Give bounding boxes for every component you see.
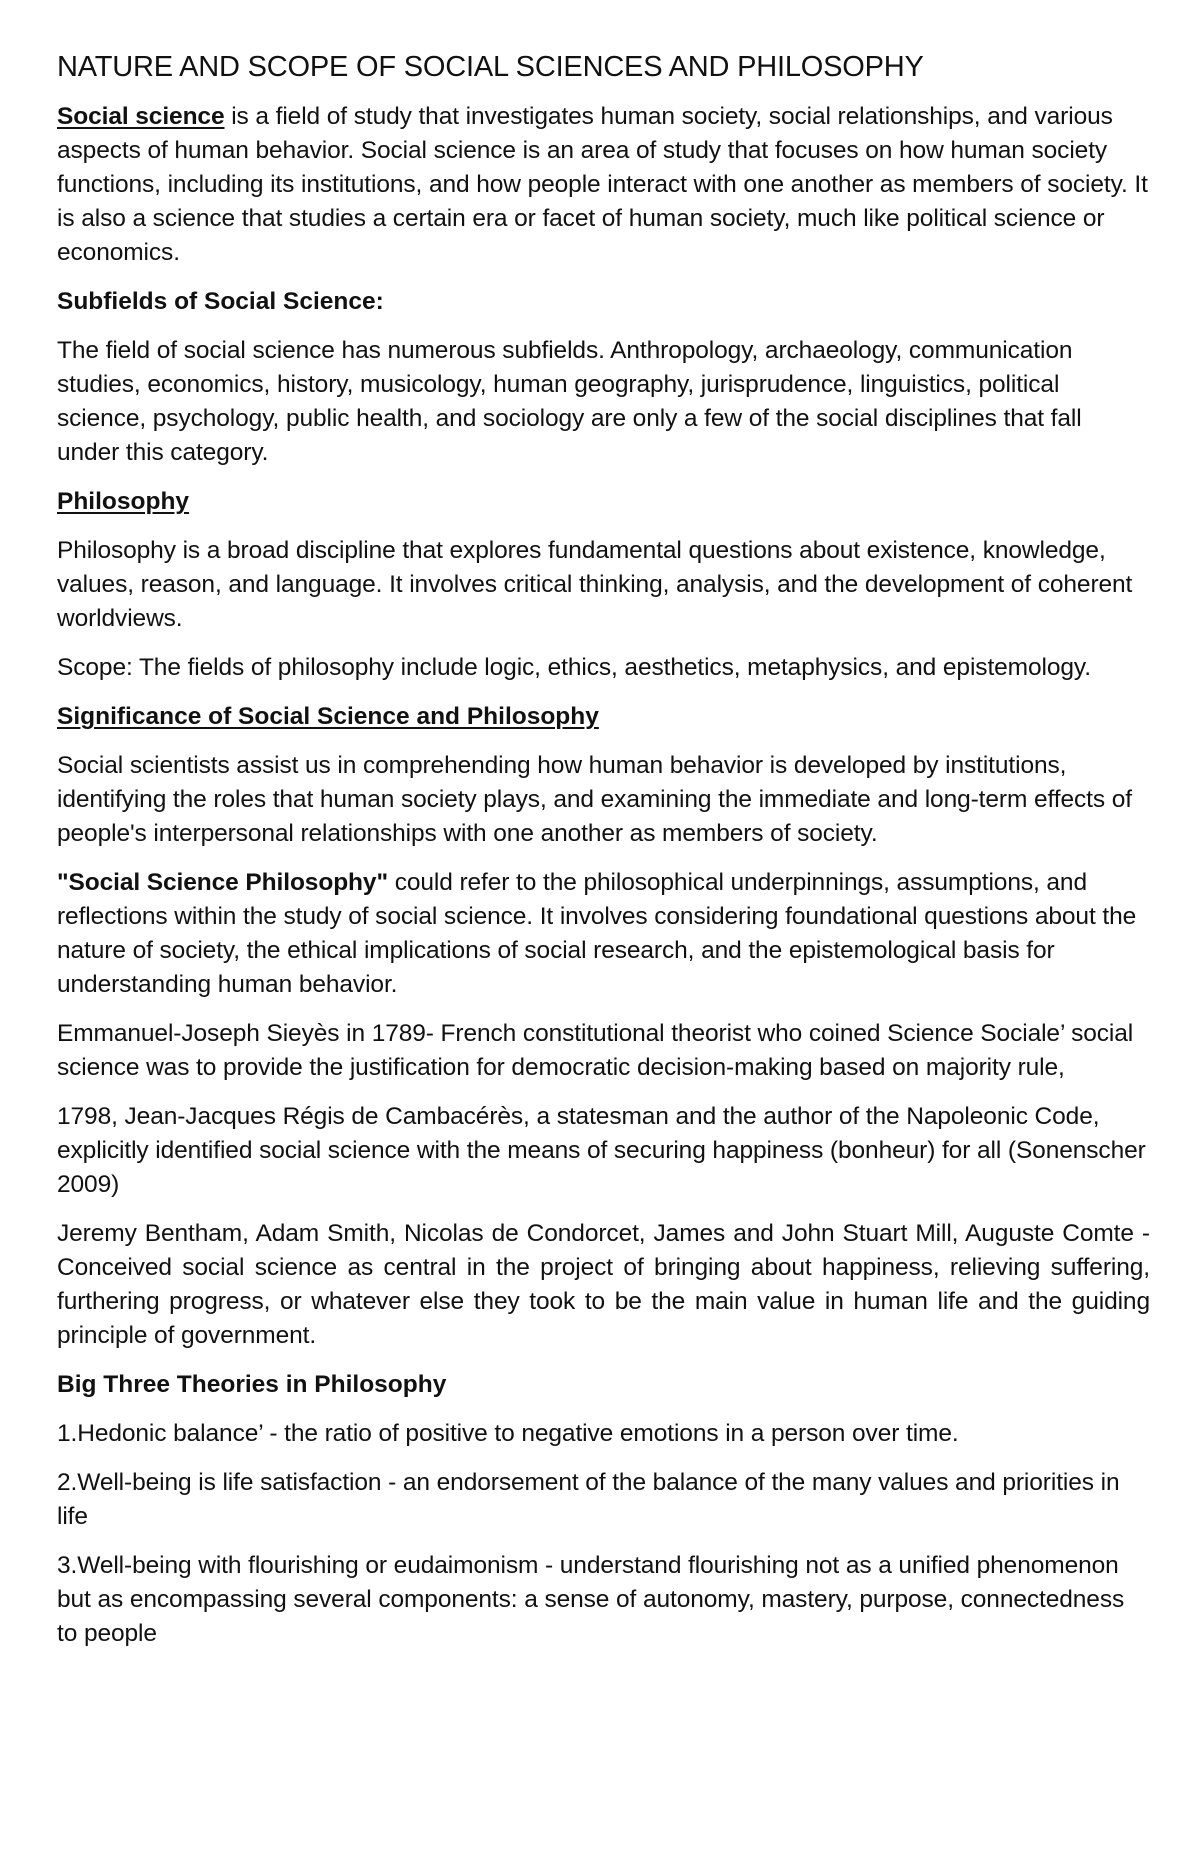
philosophy-paragraph: Philosophy is a broad discipline that explores fundamental questions about existence, knowledge, values, reason, and language. It involves critical thinking, analysis, and the development of coherent worldviews. — [57, 537, 1133, 632]
intro-text: is a field of study that investigates human society, social relationships, and various aspects of human behavior. Social science is an area of study that focuses on how human society functions, including its institutions, and how people interact with one another as members of society. It is also a science that studies a certain era or facet of human society, much like political science or economics. — [57, 103, 1148, 266]
thinkers-paragraph: Jeremy Bentham, Adam Smith, Nicolas de Condorcet, James and John Stuart Mill, Auguste Comte -Conceived social science as central in the project of bringing about happiness, relieving suffering, furthering progress, or whatever else they took to be the main value in human life and the guiding principle of government. — [57, 1220, 1150, 1349]
page-title: NATURE AND SCOPE OF SOCIAL SCIENCES AND PHILOSOPHY — [57, 51, 924, 83]
theories-heading: Big Three Theories in Philosophy — [57, 1371, 447, 1398]
theory-item-1: 1.Hedonic balance’ - the ratio of positive to negative emotions in a person over time. — [57, 1420, 959, 1447]
significance-paragraph: Social scientists assist us in comprehending how human behavior is developed by institutions, identifying the roles that human society plays, and examining the immediate and long-term effects of people's interpersonal relationships with one another as members of society. — [57, 752, 1132, 847]
theory-item-3: 3.Well-being with flourishing or eudaimonism - understand flourishing not as a unified phenomenon but as encompassing several components: a sense of autonomy, mastery, purpose, connectedness to people — [57, 1552, 1125, 1647]
social-science-philosophy-term: "Social Science Philosophy" — [57, 869, 388, 896]
intro-paragraph — [57, 100, 1150, 270]
subfields-paragraph: The field of social science has numerous subfields. Anthropology, archaeology, communication studies, economics, history, musicology, human geography, jurisprudence, linguistics, political science, psychology, public health, and sociology are only a few of the social disciplines that fall under this category. — [57, 337, 1082, 466]
social-science-philosophy-text: could refer to the philosophical underpinnings, assumptions, and reflections within the study of social science. It involves considering foundational questions about the nature of society, the ethical implications of social research, and the epistemological basis for understanding human behavior. — [57, 869, 1137, 998]
theory-item-2: 2.Well-being is life satisfaction - an endorsement of the balance of the many values and priorities in life — [57, 1469, 1120, 1530]
significance-heading: Significance of Social Science and Philosophy — [57, 703, 599, 730]
social-science-term: Social science — [57, 103, 225, 130]
philosophy-heading: Philosophy — [57, 488, 190, 515]
cambaceres-paragraph: 1798, Jean-Jacques Régis de Cambacérès, a statesman and the author of the Napoleonic Code, explicitly identified social science with the means of securing happiness (bonheur) for all (Sonenscher 2009) — [57, 1103, 1146, 1198]
sieyes-paragraph: Emmanuel-Joseph Sieyès in 1789- French constitutional theorist who coined Science Sociale’ social science was to provide the justification for democratic decision-making based on majority rule, — [57, 1020, 1134, 1081]
philosophy-scope-paragraph: Scope: The fields of philosophy include logic, ethics, aesthetics, metaphysics, and epistemology. — [57, 654, 1091, 681]
social-science-philosophy-paragraph — [57, 866, 1150, 1002]
subfields-heading: Subfields of Social Science: — [57, 288, 384, 315]
